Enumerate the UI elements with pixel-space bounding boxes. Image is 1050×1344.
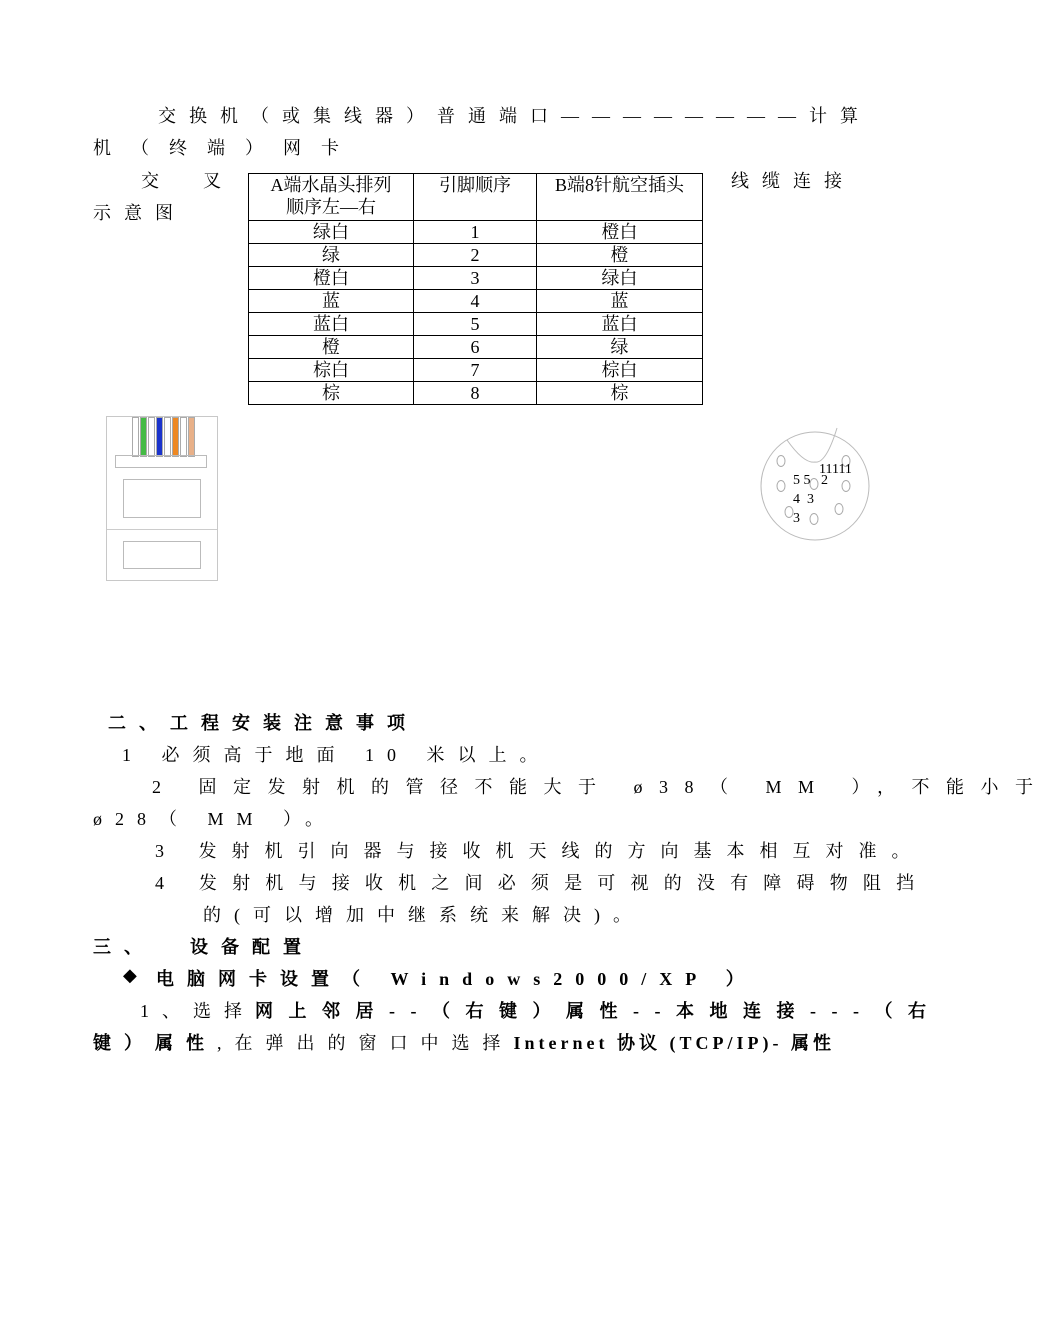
cell-a-end: 绿白 — [249, 221, 414, 244]
cell-b-end: 棕 — [537, 382, 703, 405]
cell-a-end: 蓝 — [249, 290, 414, 313]
cell-b-end: 蓝白 — [537, 313, 703, 336]
table-row — [249, 244, 703, 267]
table-row — [249, 336, 703, 359]
header-a-end: A端水晶头排列顺序左—右 — [249, 174, 414, 221]
cell-a-end: 棕白 — [249, 359, 414, 382]
aviation-connector-diagram — [759, 426, 871, 549]
step-1-number: 1、选择 — [140, 1001, 255, 1021]
table-row — [249, 382, 703, 405]
cell-pin: 2 — [414, 244, 537, 267]
rj45-wire — [156, 417, 163, 457]
cell-a-end: 棕 — [249, 382, 414, 405]
bullet-icon: ◆ — [123, 965, 137, 985]
section-2-heading: 二、工程安装注意事项 — [108, 713, 418, 733]
cross-right-text: 线缆连接 — [731, 171, 855, 191]
section-2-item-2b: ø28（ MM ）。 — [93, 809, 337, 829]
rj45-wire — [148, 417, 155, 457]
cell-pin: 6 — [414, 336, 537, 359]
wiring-table — [248, 173, 703, 405]
rj45-plug-illustration — [106, 416, 218, 581]
header-b-end: B端8针航空插头 — [537, 174, 703, 221]
cell-pin: 8 — [414, 382, 537, 405]
cell-a-end: 橙白 — [249, 267, 414, 290]
plug-divider — [107, 529, 217, 530]
rj45-wire — [164, 417, 171, 457]
header-pin-order: 引脚顺序 — [414, 174, 537, 221]
step-1-line-2-text: ,在弹出的窗口中选择 — [217, 1033, 514, 1053]
plug-body-window — [123, 479, 201, 518]
rj45-wire — [188, 417, 195, 457]
section-2-item-2a: 2 固定发射机的管径不能大于 ø38（ MM ），不能小于 — [152, 777, 1050, 797]
cell-b-end: 棕白 — [537, 359, 703, 382]
section-2-item-3: 3 发射机引向器与接收机天线的方向基本相互对准。 — [155, 841, 925, 861]
connector-label-row1: 5 5 2 — [793, 473, 828, 488]
cell-pin: 1 — [414, 221, 537, 244]
cell-a-end: 蓝白 — [249, 313, 414, 336]
cell-a-end: 橙 — [249, 336, 414, 359]
section-2-item-4b: 的(可以增加中继系统来解决)。 — [203, 905, 644, 925]
cell-b-end: 绿 — [537, 336, 703, 359]
table-row — [249, 290, 703, 313]
step-1-line-2-protocol: Internet 协议 (TCP/IP)- 属性 — [513, 1033, 835, 1053]
cell-pin: 7 — [414, 359, 537, 382]
step-1-path-bold: 网上邻居--（右键）属性--本地连接---（右 — [255, 1001, 942, 1021]
rj45-wire — [180, 417, 187, 457]
cell-b-end: 橙白 — [537, 221, 703, 244]
intro-line-1: 交换机（或集线器）普通端口————————计算 — [158, 106, 871, 126]
connector-label-row2: 4 3 — [793, 492, 814, 507]
cell-a-end: 绿 — [249, 244, 414, 267]
plug-lower-window — [123, 541, 201, 569]
cell-pin: 5 — [414, 313, 537, 336]
table-row — [249, 313, 703, 336]
connector-label-row3: 3 — [793, 511, 800, 526]
cell-b-end: 橙 — [537, 244, 703, 267]
rj45-wire — [132, 417, 139, 457]
section-3-subheading: 电脑网卡设置（ Windows2000/XP ） — [156, 969, 757, 989]
connector-label-top: 11111 — [819, 462, 852, 477]
section-2-item-1: 1 必须高于地面 10 米以上。 — [122, 745, 551, 765]
section-3-heading: 三、 设备配置 — [93, 937, 314, 957]
rj45-wire — [140, 417, 147, 457]
cell-pin: 3 — [414, 267, 537, 290]
section-3-step-1-line-2 — [93, 1029, 835, 1055]
intro-line-2: 机（终端）网卡 — [93, 138, 359, 158]
cell-b-end: 蓝 — [537, 290, 703, 313]
table-row — [249, 359, 703, 382]
section-2-item-4a: 4 发射机与接收机之间必须是可视的没有障碍物阻挡 — [155, 873, 930, 893]
cross-mid-text: 叉 — [203, 171, 221, 191]
cell-b-end: 绿白 — [537, 267, 703, 290]
plug-latch-bar — [115, 455, 207, 468]
table-row — [249, 221, 703, 244]
rj45-wire — [172, 417, 179, 457]
cell-pin: 4 — [414, 290, 537, 313]
cross-left-text: 交 — [141, 171, 159, 191]
step-1-line-2-bold: 键）属性 — [93, 1033, 217, 1053]
table-row — [249, 267, 703, 290]
table-header-row — [249, 174, 703, 221]
section-3-step-1-line-1 — [140, 997, 941, 1023]
cross-line-2: 示意图 — [93, 203, 186, 223]
